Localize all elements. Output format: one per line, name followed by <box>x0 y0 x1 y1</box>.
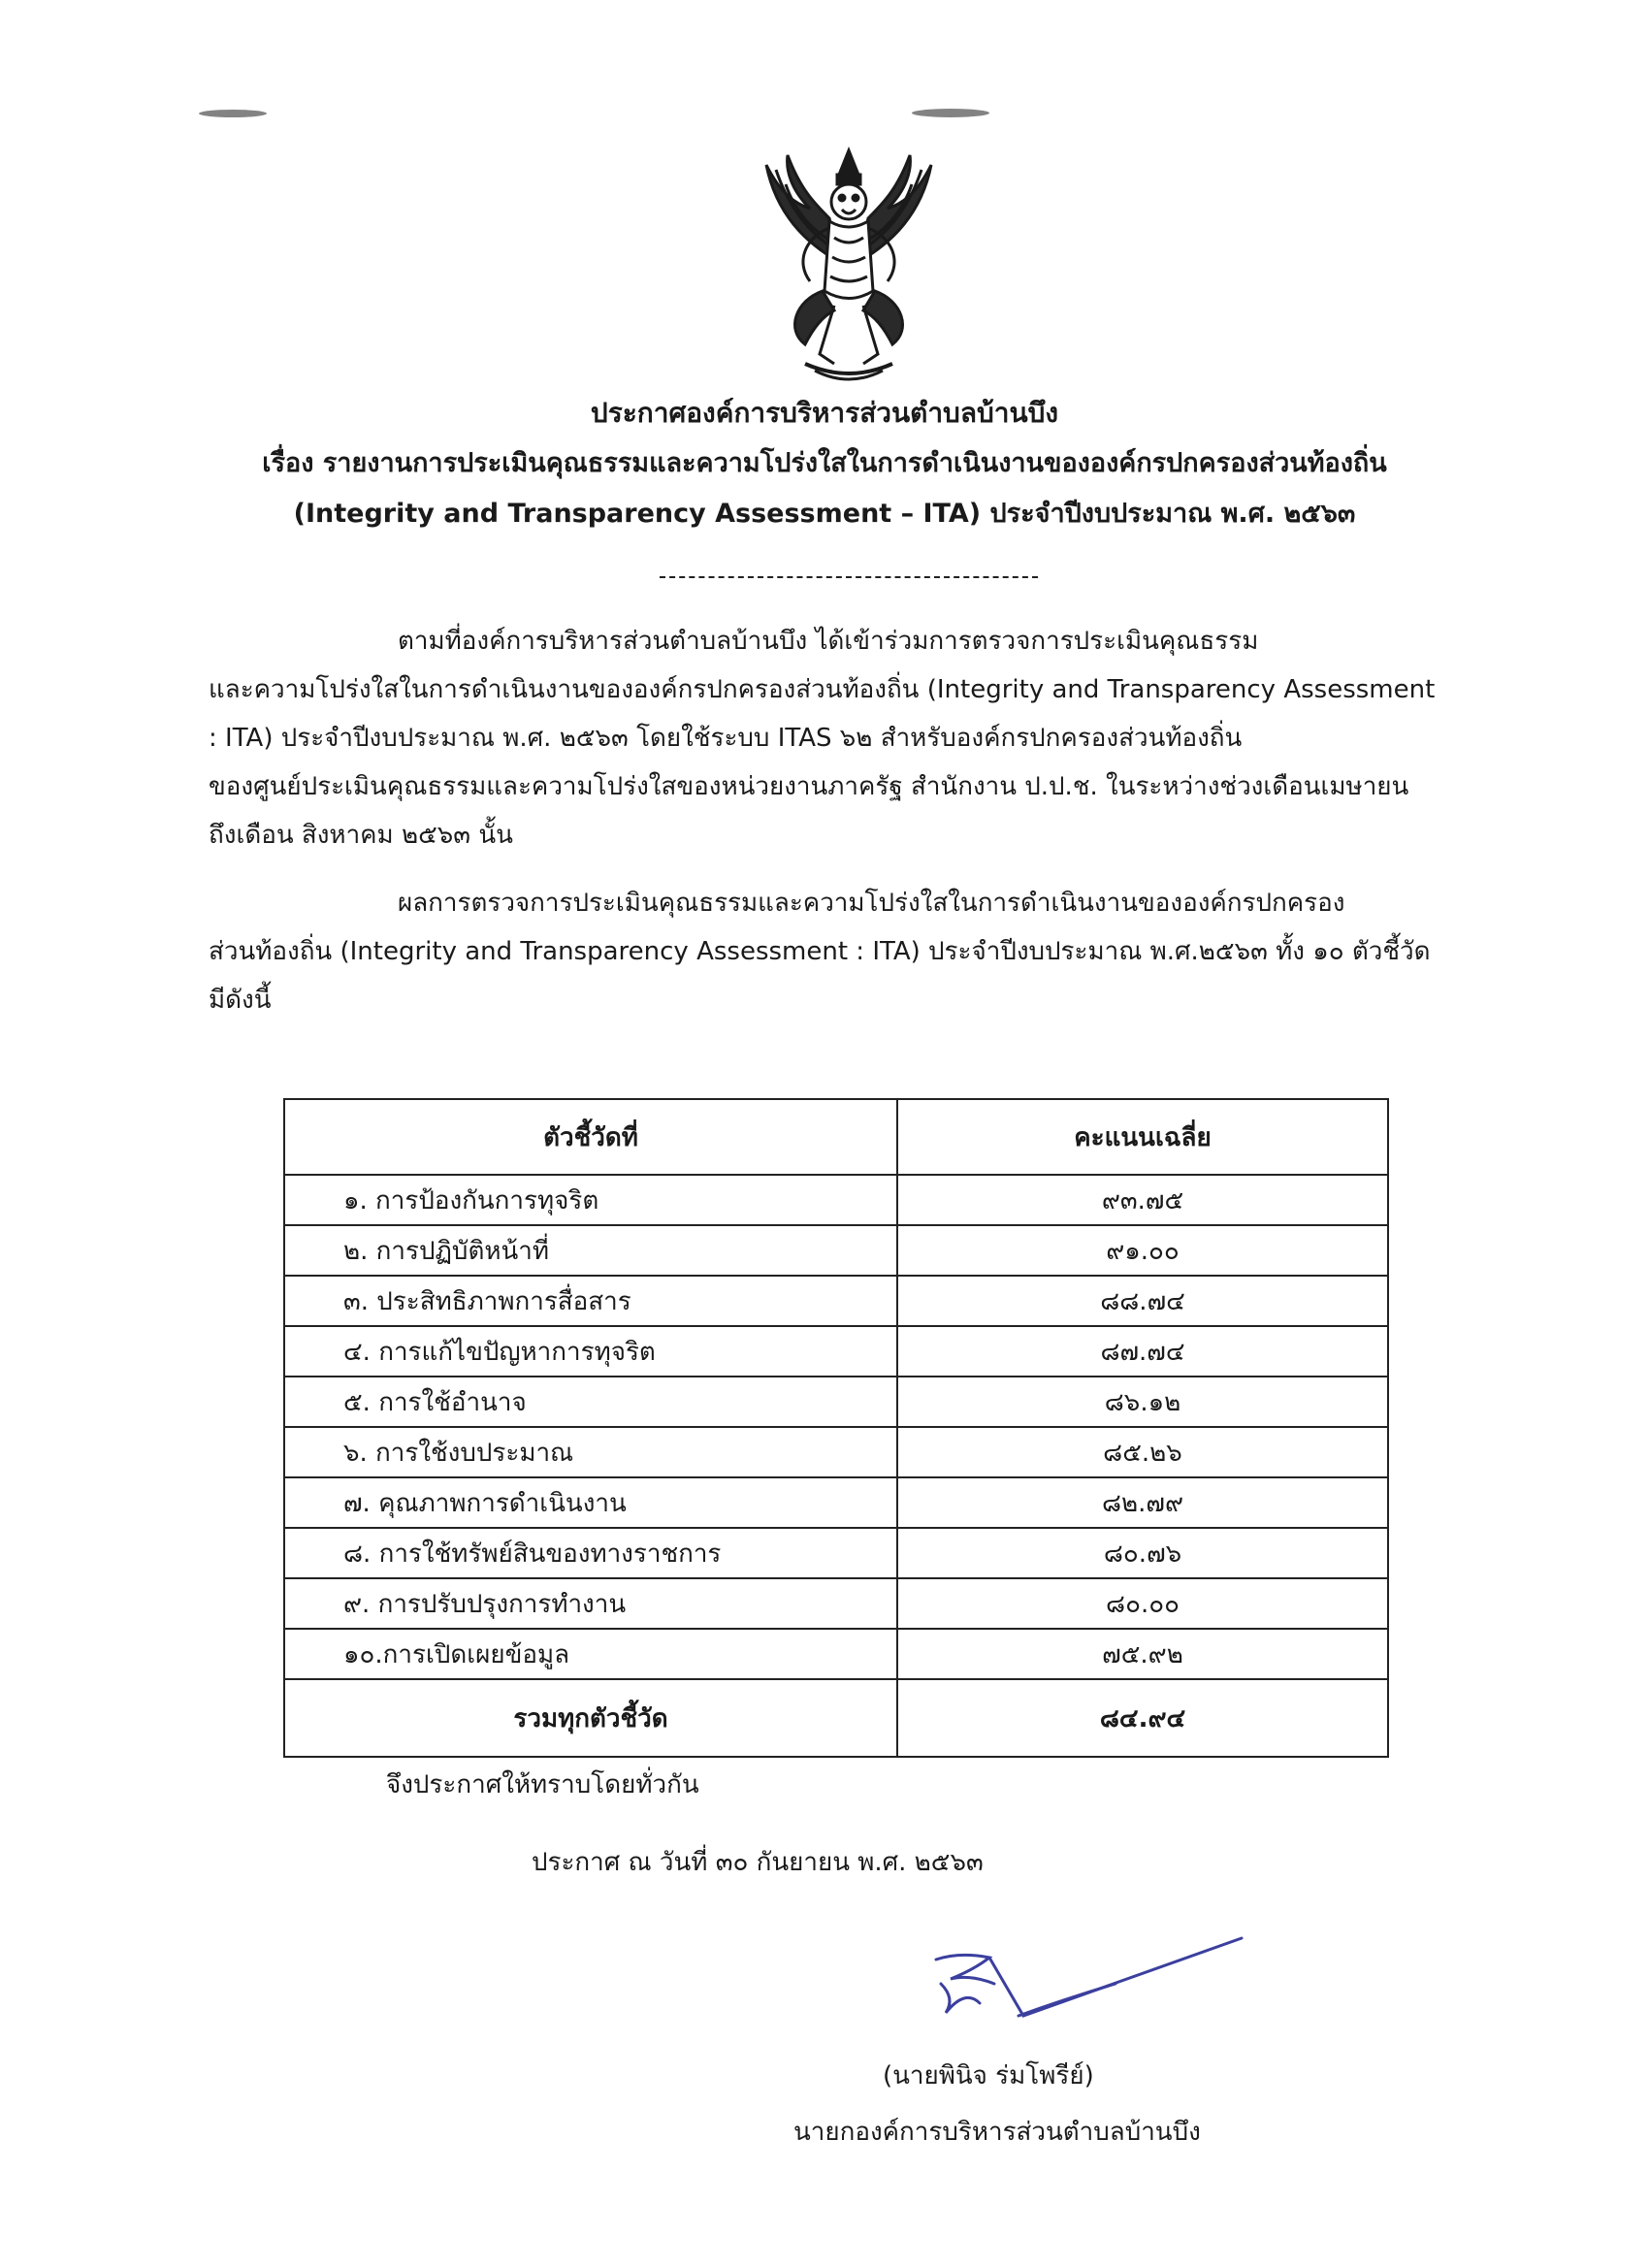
indicator-name: ๕. การใช้อำนาจ <box>284 1377 897 1427</box>
paragraph-line: ของศูนย์ประเมินคุณธรรมและความโปร่งใสของหน่วยงานภาครัฐ สำนักงาน ป.ป.ช. ในระหว่างช่วงเดือนเมษายน <box>209 772 1409 801</box>
score-table <box>283 1098 1389 1758</box>
indicator-name: ๑๐.การเปิดเผยข้อมูล <box>284 1629 897 1679</box>
indicator-score: ๙๑.๐๐ <box>897 1225 1388 1276</box>
indicator-score: ๘๕.๒๖ <box>897 1427 1388 1477</box>
indicator-name: ๓. ประสิทธิภาพการสื่อสาร <box>284 1276 897 1326</box>
paragraph-line: ผลการตรวจการประเมินคุณธรรมและความโปร่งใสในการดำเนินงานขององค์กรปกครอง <box>398 889 1345 918</box>
paragraph-line: ตามที่องค์การบริหารส่วนตำบลบ้านบึง ได้เข้าร่วมการตรวจการประเมินคุณธรรม <box>398 627 1259 656</box>
title-line-3: (Integrity and Transparency Assessment – ITA) ประจำปีงบประมาณ พ.ศ. ๒๕๖๓ <box>293 499 1356 529</box>
signer-name: (นายพินิจ ร่มโพรีย์) <box>883 2061 1094 2090</box>
title-divider <box>660 576 1038 578</box>
indicator-score: ๘๖.๑๒ <box>897 1377 1388 1427</box>
title-line-1: ประกาศองค์การบริหารส่วนตำบลบ้านบึง <box>590 397 1059 429</box>
indicator-name: ๘. การใช้ทรัพย์สินของทางราชการ <box>284 1528 897 1578</box>
signer-title: นายกองค์การบริหารส่วนตำบลบ้านบึง <box>793 2118 1201 2147</box>
table-row <box>284 1225 1388 1276</box>
table-row <box>284 1578 1388 1629</box>
table-row <box>284 1477 1388 1528</box>
indicator-score: ๗๕.๙๒ <box>897 1629 1388 1679</box>
table-row <box>284 1276 1388 1326</box>
paragraph-line: และความโปร่งใสในการดำเนินงานขององค์กรปกครองส่วนท้องถิ่น (Integrity and Transparency Assessment <box>209 675 1436 704</box>
paragraph-intro <box>209 617 1470 859</box>
indicator-name: ๙. การปรับปรุงการทำงาน <box>284 1578 897 1629</box>
column-header-indicator: ตัวชี้วัดที่ <box>284 1099 897 1175</box>
indicator-score: ๘๒.๗๙ <box>897 1477 1388 1528</box>
table-row <box>284 1427 1388 1477</box>
table-total-row <box>284 1679 1388 1757</box>
indicator-score: ๘๐.๗๖ <box>897 1528 1388 1578</box>
indicator-score: ๙๓.๗๕ <box>897 1175 1388 1225</box>
paragraph-line: : ITA) ประจำปีงบประมาณ พ.ศ. ๒๕๖๓ โดยใช้ระบบ ITAS ๖๒ สำหรับองค์กรปกครองส่วนท้องถิ่น <box>209 724 1243 753</box>
indicator-name: ๔. การแก้ไขปัญหาการทุจริต <box>284 1326 897 1377</box>
indicator-score: ๘๗.๗๔ <box>897 1326 1388 1377</box>
table-row <box>284 1528 1388 1578</box>
indicator-score: ๘๐.๐๐ <box>897 1578 1388 1629</box>
total-score: ๘๔.๙๔ <box>897 1679 1388 1757</box>
indicator-name: ๗. คุณภาพการดำเนินงาน <box>284 1477 897 1528</box>
indicator-name: ๒. การปฏิบัติหน้าที่ <box>284 1225 897 1276</box>
table-row <box>284 1377 1388 1427</box>
indicator-name: ๖. การใช้งบประมาณ <box>284 1427 897 1477</box>
announcement-date: ประกาศ ณ วันที่ ๓๐ กันยายน พ.ศ. ๒๕๖๓ <box>532 1848 984 1877</box>
paragraph-line: มีดังนี้ <box>209 986 272 1015</box>
table-row <box>284 1326 1388 1377</box>
paragraph-line: ส่วนท้องถิ่น (Integrity and Transparency Assessment : ITA) ประจำปีงบประมาณ พ.ศ.๒๕๖๓ ทั้ง ๑๐ ตัวชี้วัด <box>209 937 1431 966</box>
indicator-score: ๘๘.๗๔ <box>897 1276 1388 1326</box>
paragraph-line: ถึงเดือน สิงหาคม ๒๕๖๓ นั้น <box>209 821 513 850</box>
table-header-row <box>284 1099 1388 1175</box>
column-header-score: คะแนนเฉลี่ย <box>897 1099 1388 1175</box>
handwritten-signature <box>922 1930 1251 2037</box>
total-label: รวมทุกตัวชี้วัด <box>284 1679 897 1757</box>
scan-smudge-left <box>199 110 267 117</box>
paragraph-results <box>209 879 1470 1024</box>
garuda-emblem <box>737 146 960 388</box>
scan-smudge-right <box>912 109 989 117</box>
closing-announcement: จึงประกาศให้ทราบโดยทั่วกัน <box>386 1770 699 1799</box>
title-line-2: เรื่อง รายงานการประเมินคุณธรรมและความโปร่งใสในการดำเนินงานขององค์กรปกครองส่วนท้องถิ่น <box>262 448 1387 478</box>
table-row <box>284 1175 1388 1225</box>
announcement-title <box>0 388 1649 539</box>
table-row <box>284 1629 1388 1679</box>
indicator-name: ๑. การป้องกันการทุจริต <box>284 1175 897 1225</box>
